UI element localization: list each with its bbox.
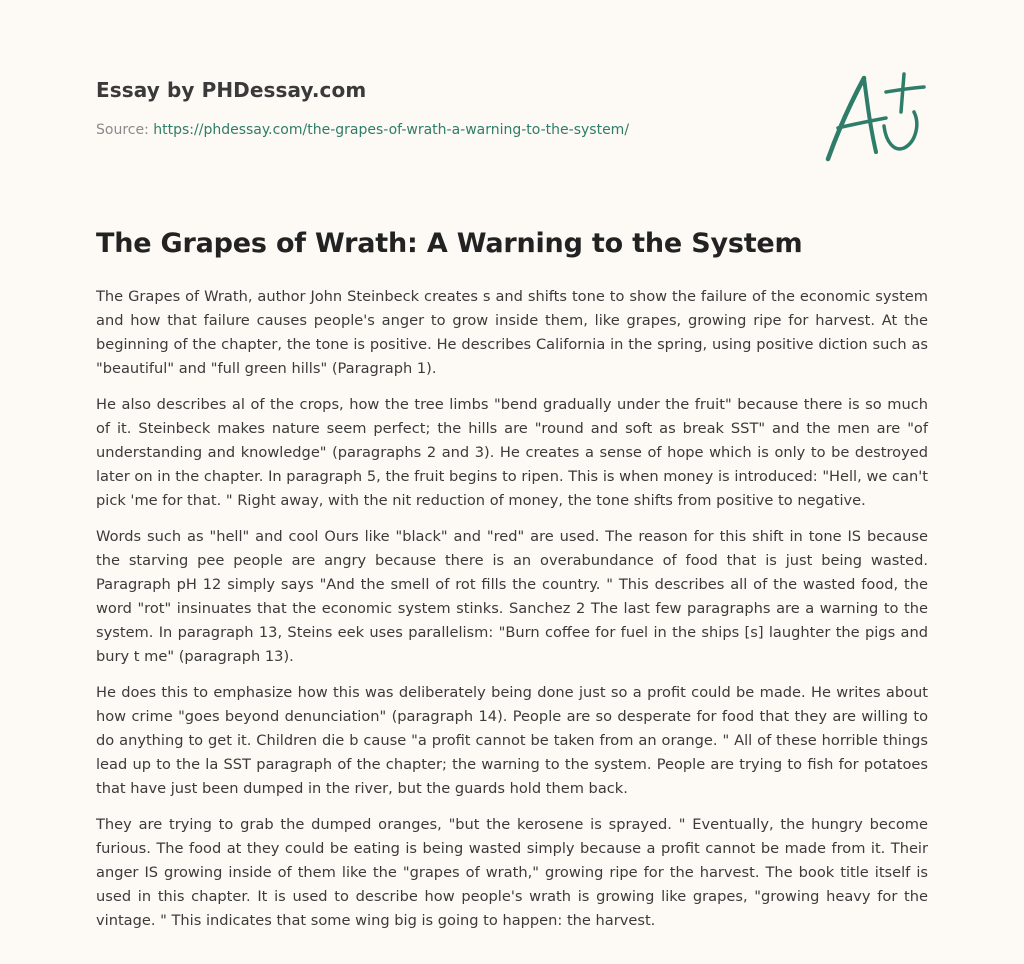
essay-paragraph: He does this to emphasize how this was deliberately being done just so a profit could be made. He writes about how crime "goes beyond denunciation" (paragraph 14). People are so desperate for food that they are willing to do anything to get it. Children die b cause "a profit cannot be taken from an orange. " All of these horrible things lead up to the la SST paragraph of the chapter; the warning to the system. People are trying to fish for potatoes that have just been dumped in the river, but the guards hold them back. xyxy=(96,684,928,797)
essay-paragraph: The Grapes of Wrath, author John Steinbeck creates s and shifts tone to show the failure of the economic system and how that failure causes people's anger to grow inside them, like grapes, growing ripe for harvest. At the beginning of the chapter, the tone is positive. He describes California in the spring, using positive diction such as "beautiful" and "full green hills" (Paragraph 1). xyxy=(96,288,928,377)
site-brand: Essay by PHDessay.com xyxy=(96,78,367,102)
a-plus-logo-icon xyxy=(820,66,930,166)
essay-paragraph: He also describes al of the crops, how the tree limbs "bend gradually under the fruit" because there is so much of it. Steinbeck makes nature seem perfect; the hills are "round and soft as break SST" and the men are "of understanding and knowledge" (paragraphs 2 and 3). He creates a sense of hope which is only to be destroyed later on in the chapter. In paragraph 5, the fruit begins to ripen. This is when money is introduced: "Hell, we can't pick 'me for that. " Right away, with the nit reduction of money, the tone shifts from positive to negative. xyxy=(96,396,928,509)
source-line xyxy=(96,120,796,140)
essay-title: The Grapes of Wrath: A Warning to the System xyxy=(96,228,803,259)
essay-header xyxy=(96,74,796,140)
essay-body xyxy=(96,285,928,945)
source-label: Source: xyxy=(96,122,149,138)
essay-paragraph: Words such as "hell" and cool Ours like "black" and "red" are used. The reason for this shift in tone IS because the starving pee people are angry because there is an overabundance of food that is just being wasted. Paragraph pH 12 simply says "And the smell of rot fills the country. " This describes all of the wasted food, the word "rot" insinuates that the economic system stinks. Sanchez 2 The last few paragraphs are a warning to the system. In paragraph 13, Steins eek uses parallelism: "Burn coffee for fuel in the ships [s] laughter the pigs and bury t me" (paragraph 13). xyxy=(96,528,928,665)
source-link[interactable]: https://phdessay.com/the-grapes-of-wrath-a-warning-to-the-system/ xyxy=(153,122,630,138)
essay-paragraph: They are trying to grab the dumped oranges, "but the kerosene is sprayed. " Eventually, the hungry become furious. The food at they could be eating is being wasted simply because a profit cannot be made from it. Their anger IS growing inside of them like the "grapes of wrath," growing ripe for the harvest. The book title itself is used in this chapter. It is used to describe how people's wrath is growing like grapes, "growing heavy for the vintage. " This indicates that some wing big is going to happen: the harvest. xyxy=(96,816,928,929)
